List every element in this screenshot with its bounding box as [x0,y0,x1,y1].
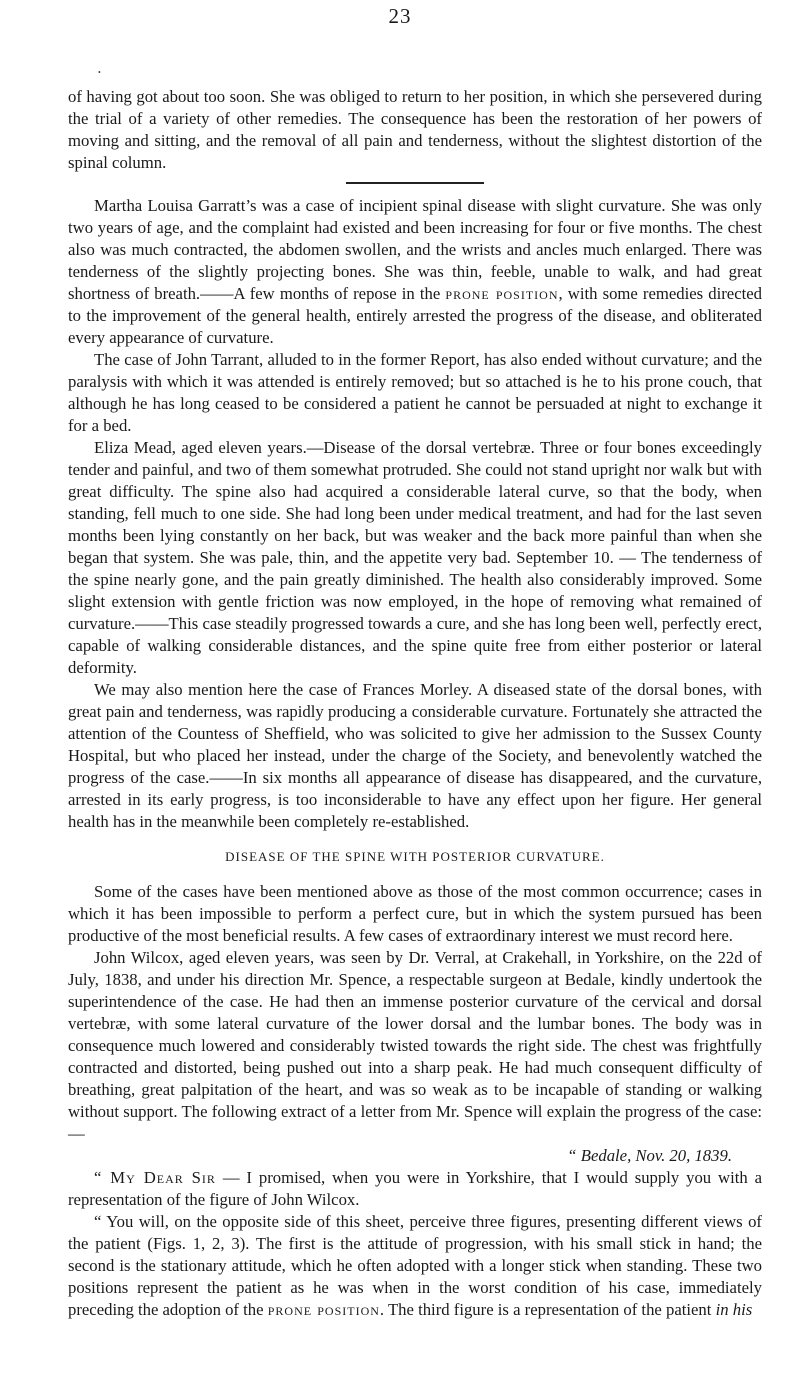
paragraph-garratt [68,195,762,349]
letter-salutation: “ My Dear Sir [94,1168,216,1187]
figures-text: “ You will, on the opposite side of this sheet, perceive three figures, presenting different views of the patient (Figs. 1, 2, 3). The first is the attitude of progression, with his small stick in hand; the second is the stationary attitude, which he often adopted with a longer stick when standing. These two positions represent the patient as he was when in the worst condition of his case, immediately preceding the adoption of the [68,1212,762,1319]
paragraph-intro: Some of the cases have been mentioned above as those of the most common occurrence; cases in which it has been impossible to perform a perfect cure, but in which the system pursued has been productive of the most beneficial results. A few cases of extraordinary interest we must record here. [68,882,762,945]
paragraph-mead: Eliza Mead, aged eleven years.—Disease of the dorsal vertebræ. Three or four bones exceedingly tender and painful, and two of them somewhat protruded. She could not stand upright nor walk but with great difficulty. The spine also had acquired a considerable lateral curve, so that the body, when standing, fell much to one side. She had long been under medical treatment, and had for the last seven months been lying constantly on her back, but was weaker and the back more painful than when she began that system. She was pale, thin, and the appetite very bad. September 10. — The tenderness of the spine nearly gone, and the pain greatly diminished. The health also considerably improved. Some slight extension with gentle friction was now employed, in the hope of removing what remained of curvature.——This case steadily progressed towards a cure, and she has long been well, perfectly erect, capable of walking considerable distances, and the spine quite free from either posterior or lateral deformity. [68,438,762,677]
prone-position-term: prone position [445,284,559,303]
letter-salutation-paragraph [68,1167,762,1211]
letter-opening: — I promised, when you were in Yorkshire, that I would supply you with a representation of the figure of John Wilcox. [68,1168,762,1209]
section-divider [346,182,484,184]
paragraph-wilcox: John Wilcox, aged eleven years, was seen by Dr. Verral, at Crakehall, in Yorkshire, on the 22d of July, 1838, and under his direction Mr. Spence, a respectable surgeon at Bedale, kindly undertook the superintendence of the case. He had then an immense posterior curvature of the cervical and dorsal vertebræ, with some lateral curvature of the lower dorsal and the lumbar bones. The body was in consequence much lowered and considerably twisted towards the right side. The chest was frightfully contracted and distorted, being pushed out into a sharp peak. He had much consequent difficulty of breathing, great palpitation of the heart, and was so weak as to be incapable of standing or walking without support. The following extract of a letter from Mr. Spence will explain the progress of the case: — [68,948,762,1143]
prone-position-term-2: prone position [267,1300,380,1319]
figures-text-italic: in his [715,1300,753,1319]
garratt-text-end: , with some remedies directed to the improvement of the general health, entirely arrested the progress of the disease, and obliterated every appearance of curvature. [68,284,762,347]
paragraph-morley: We may also mention here the case of Frances Morley. A diseased state of the dorsal bones, with great pain and tenderness, was rapidly producing a considerable curvature. Fortunately she attracted the attention of the Countess of Sheffield, who was solicited to give her admission to the Sussex County Hospital, but who placed her instead, under the charge of the Society, and benevolently watched the progress of the case.——In six months all appearance of disease has disappeared, and the curvature, arrested in its early progress, is too inconsiderable to have any effect upon her figure. Her general health has in the meanwhile been completely re-established. [68,680,762,831]
print-speck: • [98,68,101,77]
figures-text-end: . The third figure is a representation of the patient [379,1300,712,1319]
garratt-text: Martha Louisa Garratt’s was a case of incipient spinal disease with slight curvature. She was only two years of age, and the complaint had existed and been increasing for four or five months. The chest also was much contracted, the abdomen swollen, and the wrists and ancles much enlarged. There was tenderness of the slightly projecting bones. She was thin, feeble, unable to walk, and had great shortness of breath.——A few months of repose in the [68,196,762,303]
page-number: 23 [388,4,412,28]
paragraph-tarrant: The case of John Tarrant, alluded to in the former Report, has also ended without curvature; and the paralysis with which it was attended is entirely removed; but so attached is he to his prone couch, that although he has long ceased to be considered a patient he cannot be persuaded at night to exchange it for a bed. [68,350,762,435]
paragraph-1: of having got about too soon. She was obliged to return to her position, in which she persevered during the trial of a variety of other remedies. The consequence has been the restoration of her powers of moving and sitting, and the removal of all pain and tenderness, without the slightest distortion of the spinal column. [68,87,762,172]
letter-figures-paragraph [68,1211,762,1321]
letter-dateline: “ Bedale, Nov. 20, 1839. [567,1146,732,1165]
page-body [68,86,762,1321]
section-heading: DISEASE OF THE SPINE WITH POSTERIOR CURVATURE. [225,849,605,864]
